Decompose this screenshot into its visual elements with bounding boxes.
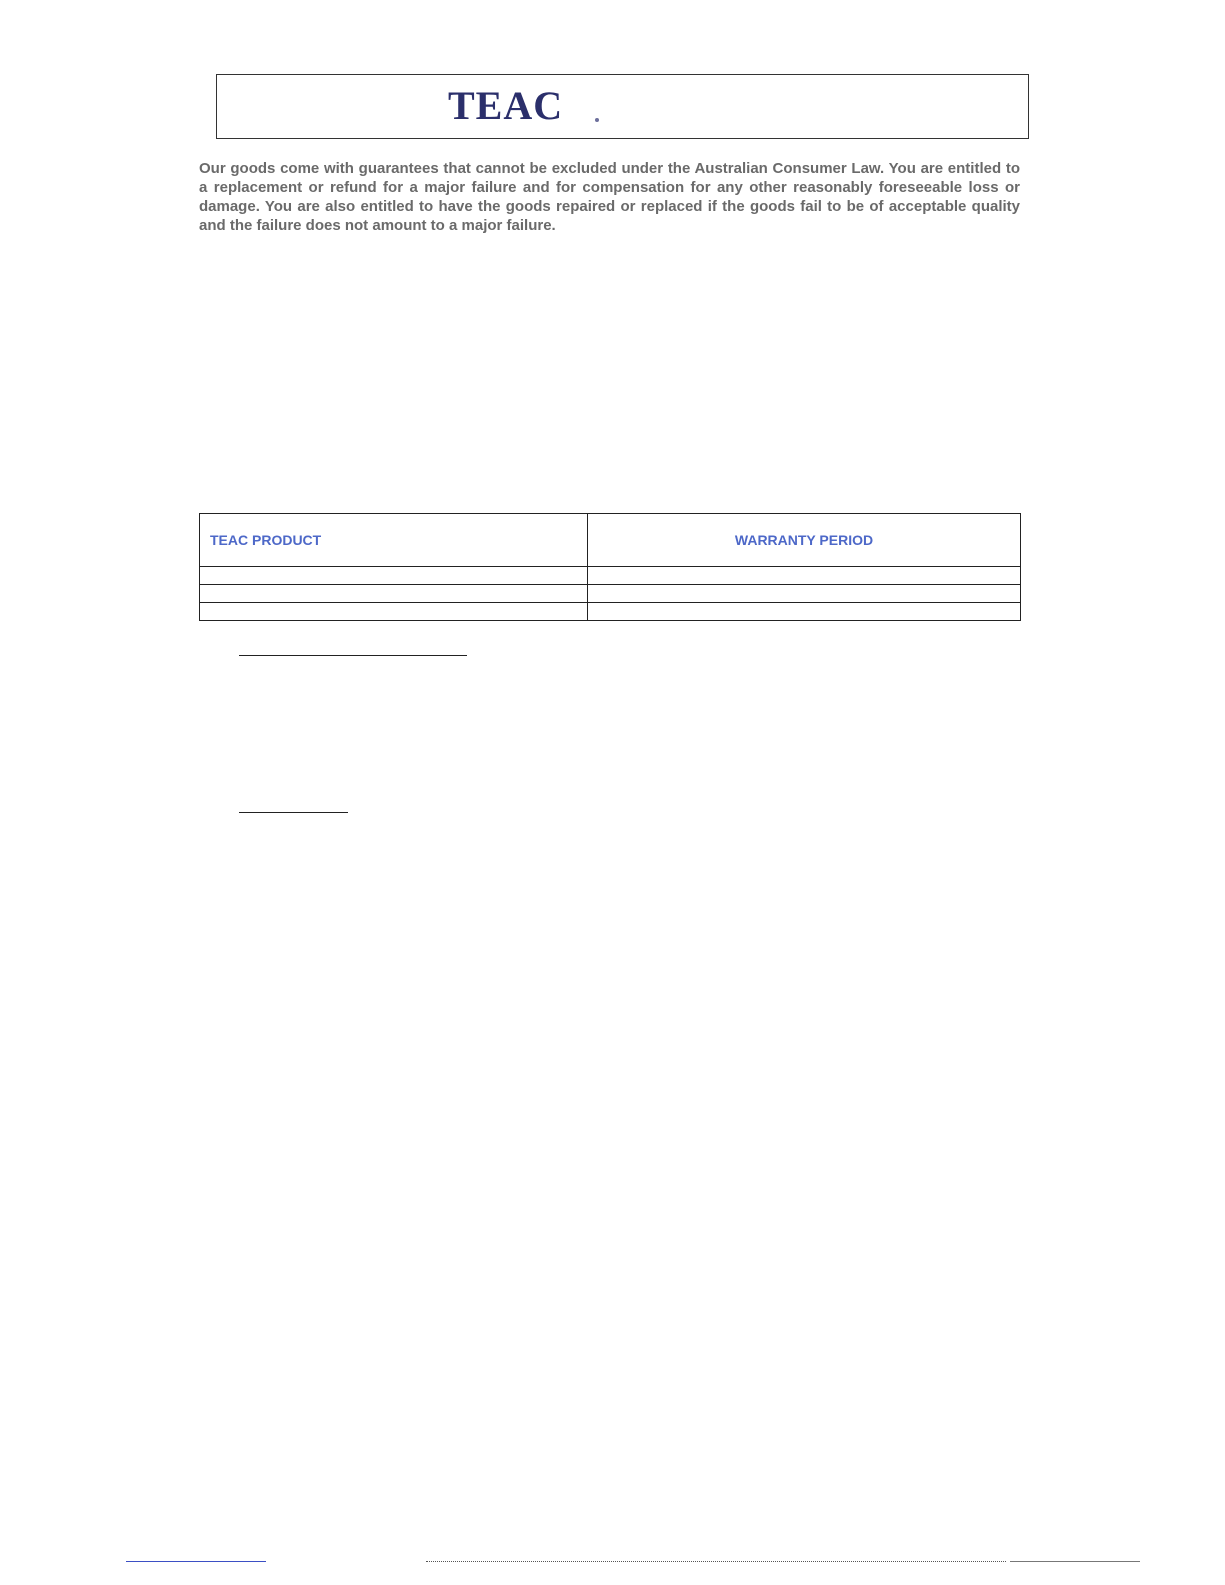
- table-cell: [588, 585, 1021, 603]
- consumer-law-statement: Our goods come with guarantees that cannot be excluded under the Australian Consumer Law. You are entitled to a replacement or refund for a major failure and for compensation for any other reasonably foreseeable loss or damage. You are also entitled to have the goods repaired or replaced if the goods fail to be of acceptable quality and the failure does not amount to a major failure.: [199, 160, 1020, 234]
- column-header-period: WARRANTY PERIOD: [588, 514, 1021, 567]
- table-row: [200, 567, 1021, 585]
- footer-rule-segment: [1010, 1561, 1140, 1562]
- logo-banner: [216, 74, 1029, 139]
- heading-underline: [239, 812, 348, 813]
- footer-dotted-rule: [426, 1561, 1006, 1562]
- table-cell: [588, 603, 1021, 621]
- footer-link-underline: [126, 1561, 266, 1562]
- table-cell: [200, 585, 588, 603]
- table-header-row: [200, 514, 1021, 567]
- column-header-product: TEAC PRODUCT: [200, 514, 588, 567]
- warranty-table: [199, 513, 1021, 621]
- table-cell: [200, 603, 588, 621]
- table-cell: [588, 567, 1021, 585]
- teac-logo: TEAC: [448, 83, 564, 128]
- heading-underline: [239, 655, 467, 656]
- table-row: [200, 603, 1021, 621]
- table-row: [200, 585, 1021, 603]
- logo-registered-dot: [595, 118, 599, 122]
- table-cell: [200, 567, 588, 585]
